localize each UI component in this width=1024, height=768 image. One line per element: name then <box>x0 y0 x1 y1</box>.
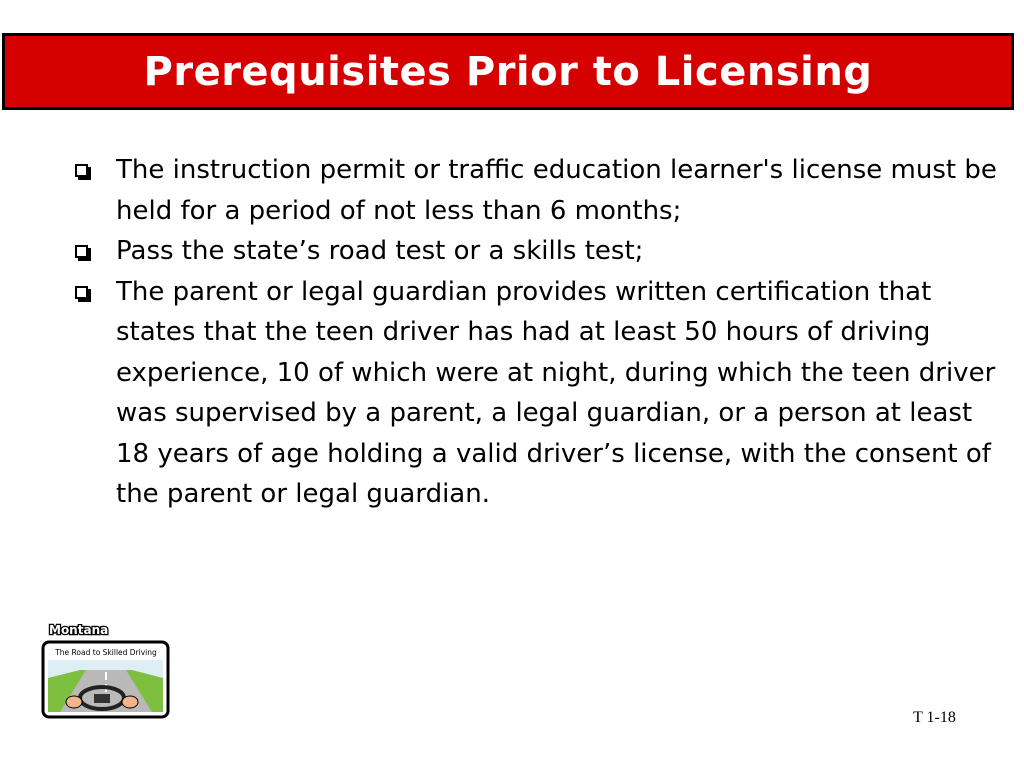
bullet-text: Pass the state’s road test or a skills test; <box>116 236 644 266</box>
checkbox-bullet-icon <box>75 245 88 258</box>
logo-tagline: The Road to Skilled Driving <box>55 648 157 657</box>
logo-state-name: Montana <box>49 623 109 637</box>
bullet-item <box>72 231 1002 272</box>
bullet-item <box>72 150 1002 231</box>
steering-wheel-road-icon <box>48 660 163 712</box>
title-bar <box>2 33 1014 110</box>
bullet-text: The instruction permit or traffic education learner's license must be held for a period of not less than 6 months; <box>116 155 997 226</box>
slide-title: Prerequisites Prior to Licensing <box>143 48 873 95</box>
bullet-item <box>72 272 1002 515</box>
slide-number: T 1-18 <box>913 709 956 726</box>
montana-logo <box>40 620 172 720</box>
bullet-list <box>72 150 1002 515</box>
checkbox-bullet-icon <box>75 164 88 177</box>
checkbox-bullet-icon <box>75 286 88 299</box>
bullet-text: The parent or legal guardian provides written certification that states that the teen driver has had at least 50 hours of driving experience, 10 of which were at night, during which the teen driver was supervised by a parent, a legal guardian, or a person at least 18 years of age holding a valid driver’s license, with the consent of the parent or legal guardian. <box>116 276 996 509</box>
